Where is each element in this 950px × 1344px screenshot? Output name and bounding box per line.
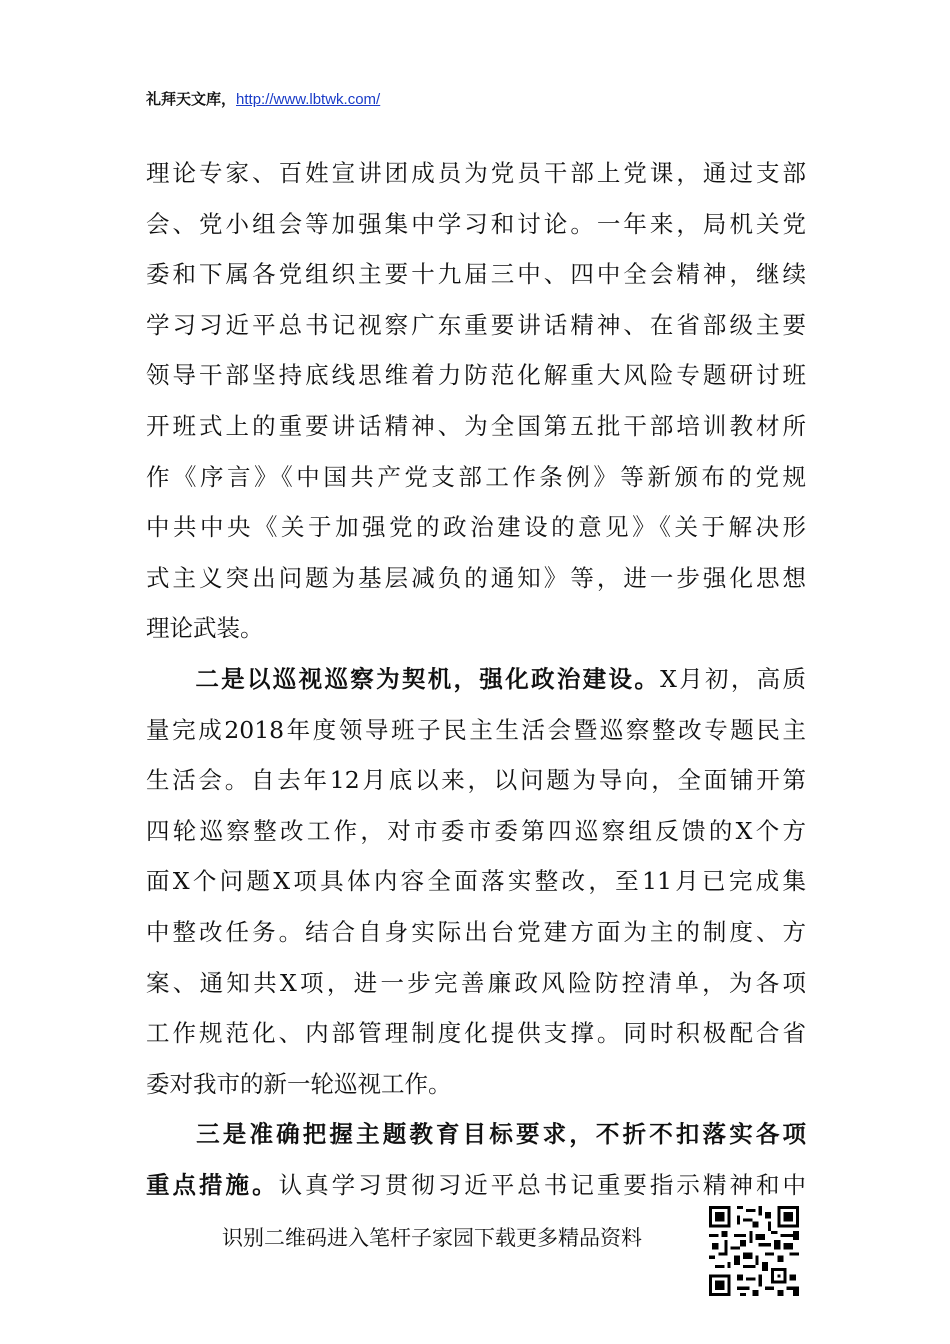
text-line: 生活会。自去年12月底以来，以问题为导向，全面铺开第 [146, 766, 806, 795]
text-line [146, 1109, 806, 1160]
text-line: 面X个问题X项具体内容全面落实整改，至11月已完成集 [146, 867, 806, 896]
text-line: 中整改任务。结合自身实际出台党建方面为主的制度、方 [146, 917, 806, 946]
text-line: 四轮巡察整改工作，对市委市委第四巡察组反馈的X个方 [146, 816, 806, 845]
paragraph-2 [146, 654, 806, 1109]
page-header [146, 88, 380, 109]
text-line: 作《序言》《中国共产党支部工作条例》等新颁布的党规 [146, 462, 806, 491]
paragraph-1 [146, 148, 806, 654]
site-url-link[interactable]: http://www.lbtwk.com/ [236, 91, 381, 108]
document-body [146, 148, 806, 1210]
text-run: 认真学习贯彻习近平总书记重要指示精神和中 [278, 1170, 807, 1199]
text-line: 领导干部坚持底线思维着力防范化解重大风险专题研讨班 [146, 361, 806, 390]
text-line: 委和下属各党组织主要十九届三中、四中全会精神，继续 [146, 260, 806, 289]
text-line [146, 1160, 806, 1211]
text-line: 开班式上的重要讲话精神、为全国第五批干部培训教材所 [146, 411, 806, 440]
text-line: 工作规范化、内部管理制度化提供支撑。同时积极配合省 [146, 1019, 806, 1048]
text-line: 式主义突出问题为基层减负的通知》等，进一步强化思想 [146, 563, 806, 592]
text-line [146, 654, 806, 705]
site-name: 礼拜天文库， [146, 90, 237, 108]
text-line: 理论专家、百姓宣讲团成员为党员干部上党课，通过支部 [146, 159, 806, 187]
paragraph-3 [146, 1109, 806, 1210]
qr-code-icon[interactable] [709, 1206, 799, 1296]
paragraph-heading: 二是以巡视巡察为契机，强化政治建设。 [193, 664, 661, 693]
text-line: 会、党小组会等加强集中学习和讨论。一年来，局机关党 [146, 209, 806, 238]
footer-caption: 识别二维码进入笔杆子家园下载更多精品资料 [222, 1226, 642, 1250]
text-line: 案、通知共X项，进一步完善廉政风险防控清单，为各项 [146, 968, 806, 997]
text-line: 量完成2018年度领导班子民主生活会暨巡察整改专题民主 [146, 715, 806, 744]
paragraph-heading: 三是准确把握主题教育目标要求，不折不扣落实各项 [193, 1120, 806, 1149]
text-run: X月初，高质 [660, 664, 807, 693]
paragraph-heading-end: 重点措施。 [146, 1170, 279, 1199]
text-line: 委对我市的新一轮巡视工作。 [146, 1069, 452, 1098]
text-line: 中共中央《关于加强党的政治建设的意见》《关于解决形 [146, 513, 806, 542]
text-line: 学习习近平总书记视察广东重要讲话精神、在省部级主要 [146, 310, 806, 339]
text-line: 理论武装。 [146, 614, 264, 643]
